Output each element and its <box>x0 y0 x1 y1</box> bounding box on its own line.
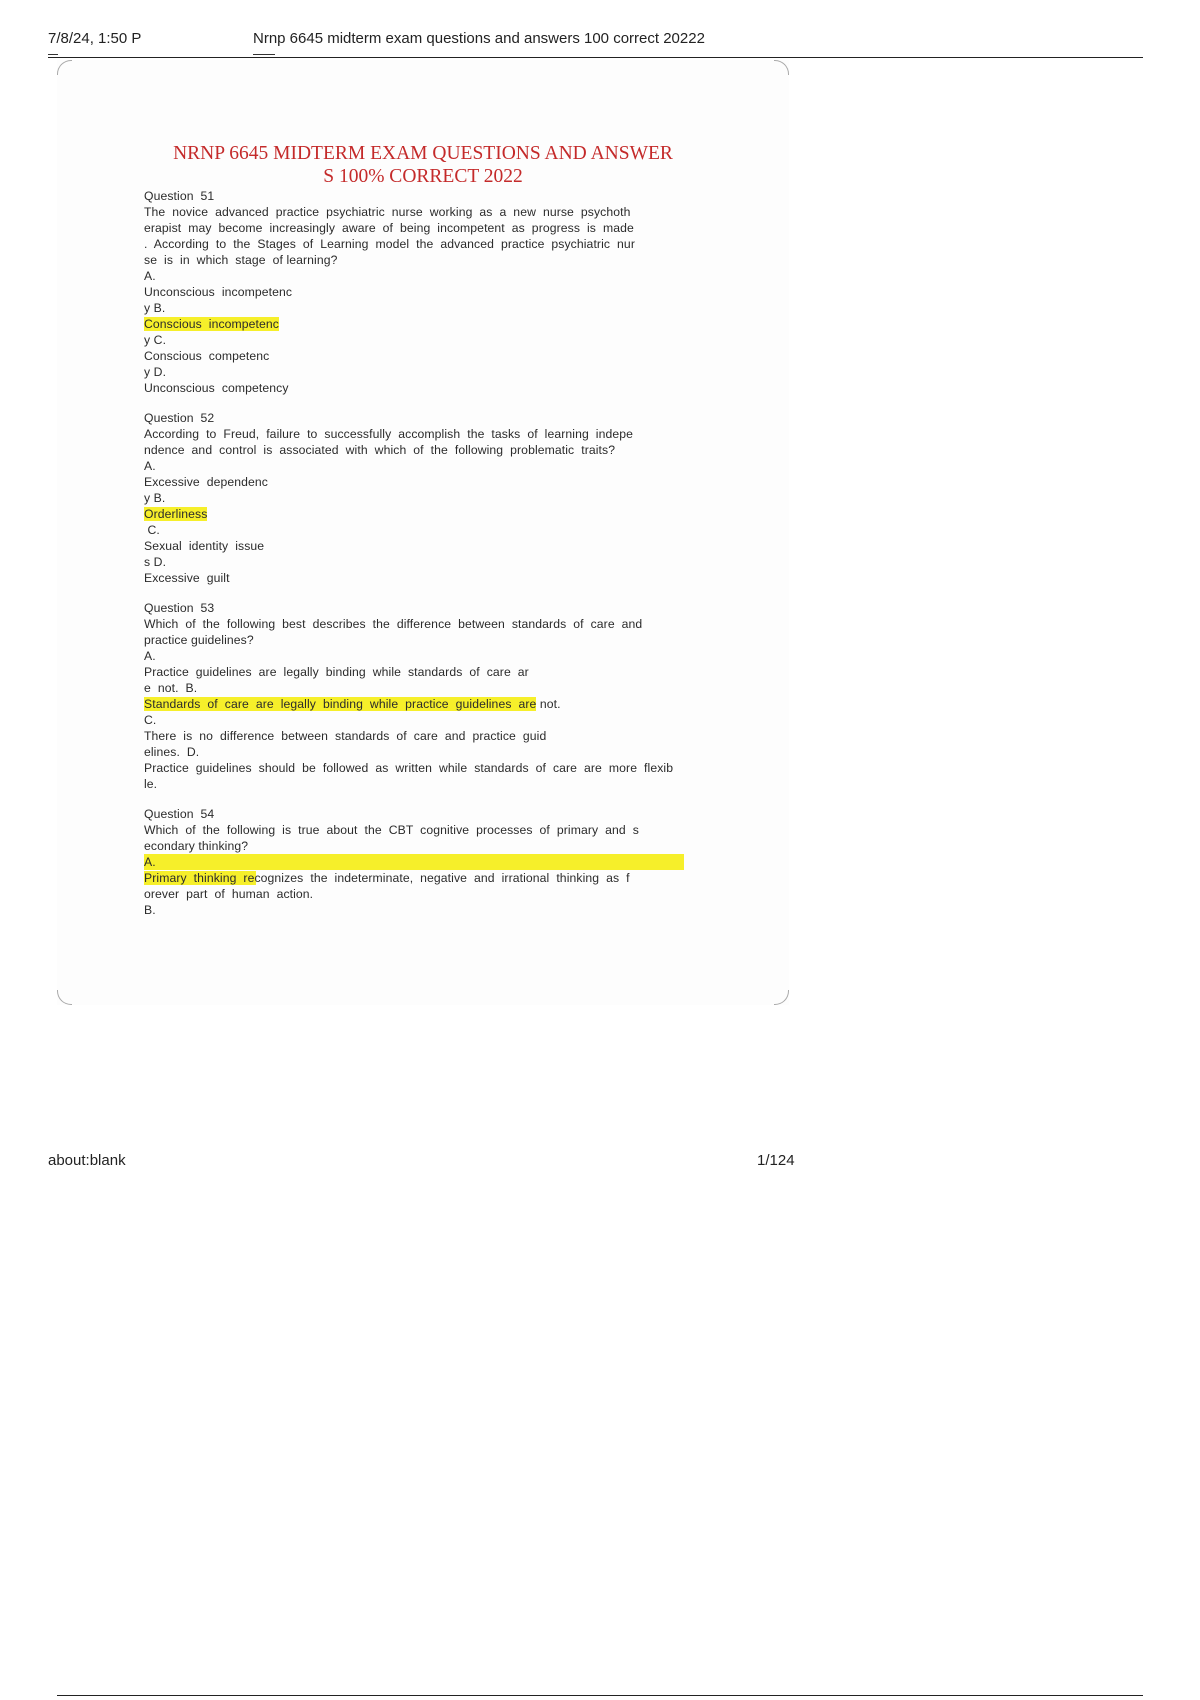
answer-line: Excessive guilt <box>144 571 230 585</box>
answer-line: Sexual identity issue <box>144 539 265 553</box>
question-stem-line: . According to the Stages of Learning model the advanced practice psychiatric nur <box>144 237 635 251</box>
correct-answer-line <box>144 316 744 332</box>
question-block <box>144 806 744 918</box>
answer-line: A. <box>144 459 156 473</box>
print-footer-page: 1/124 <box>757 1152 795 1169</box>
correct-answer-highlight: Orderliness <box>144 507 208 521</box>
answer-line: A. <box>144 649 156 663</box>
answer-line: There is no difference between standards of care and practice guid <box>144 729 547 743</box>
print-footer-url: about:blank <box>48 1152 126 1169</box>
answer-line: C. <box>144 523 160 537</box>
answer-line: le. <box>144 777 158 791</box>
correct-answer-highlight: Standards of care are legally binding while practice guidelines are <box>144 697 537 711</box>
question-stem-line: econdary thinking? <box>144 839 249 853</box>
answer-line: B. <box>144 903 156 917</box>
question-stem-line: erapist may become increasingly aware of being incompetent as progress is made <box>144 221 634 235</box>
page-corner <box>774 990 789 1005</box>
answer-line: y B. <box>144 301 166 315</box>
question-stem-line: Which of the following is true about the CBT cognitive processes of primary and s <box>144 823 639 837</box>
answer-line: C. <box>144 713 157 727</box>
correct-answer-line <box>144 696 744 712</box>
document-title <box>57 142 789 188</box>
answer-line: y C. <box>144 333 167 347</box>
page-bottom-rule <box>57 1695 1143 1696</box>
header-tick <box>48 54 58 58</box>
answer-line: Practice guidelines are legally binding while standards of care ar <box>144 665 529 679</box>
page-corner <box>774 60 789 75</box>
print-header <box>48 30 1143 58</box>
answer-line: s D. <box>144 555 167 569</box>
question-stem-line: practice guidelines? <box>144 633 254 647</box>
answer-line: e not. B. <box>144 681 198 695</box>
question-heading: Question 52 <box>144 411 215 425</box>
answer-line: orever part of human action. <box>144 887 314 901</box>
question-block <box>144 188 744 396</box>
document-page <box>57 60 789 1005</box>
answer-line: Excessive dependenc <box>144 475 268 489</box>
correct-answer-line <box>144 506 744 522</box>
question-stem-line: According to Freud, failure to successfully accomplish the tasks of learning indepe <box>144 427 634 441</box>
question-stem-line: The novice advanced practice psychiatric nurse working as a new nurse psychoth <box>144 205 631 219</box>
print-title: Nrnp 6645 midterm exam questions and answers 100 correct 20222 <box>253 30 705 47</box>
answer-line: Practice guidelines should be followed as written while standards of care are more flexib <box>144 761 674 775</box>
answer-line: Conscious competenc <box>144 349 270 363</box>
question-list <box>144 188 744 918</box>
correct-answer-highlight: Conscious incompetenc <box>144 317 279 331</box>
answer-text: Primary thinking recognizes the indeterminate, negative and irrational thinking as f <box>144 871 630 885</box>
page-corner <box>57 60 72 75</box>
answer-line: y D. <box>144 365 167 379</box>
page-corner <box>57 990 72 1005</box>
question-block <box>144 410 744 586</box>
question-stem-line: se is in which stage of learning? <box>144 253 338 267</box>
answer-line: Unconscious competency <box>144 381 289 395</box>
document-title-line: S 100% CORRECT 2022 <box>323 166 523 187</box>
question-heading: Question 51 <box>144 189 215 203</box>
answer-line: y B. <box>144 491 166 505</box>
question-heading: Question 53 <box>144 601 215 615</box>
document-title-line: NRNP 6645 MIDTERM EXAM QUESTIONS AND ANSWER <box>173 143 673 164</box>
question-stem-line: Which of the following best describes the difference between standards of care and <box>144 617 643 631</box>
correct-answer-line <box>144 854 744 870</box>
correct-answer-highlight: A. <box>144 854 684 870</box>
header-tick <box>253 54 275 58</box>
question-stem-line: ndence and control is associated with which of the following problematic traits? <box>144 443 616 457</box>
question-block <box>144 600 744 792</box>
answer-suffix: not. <box>536 697 561 711</box>
print-datetime: 7/8/24, 1:50 P <box>48 30 142 47</box>
answer-line: Unconscious incompetenc <box>144 285 293 299</box>
answer-line: A. <box>144 269 156 283</box>
answer-line: elines. D. <box>144 745 200 759</box>
correct-answer-line <box>144 870 744 886</box>
question-heading: Question 54 <box>144 807 215 821</box>
